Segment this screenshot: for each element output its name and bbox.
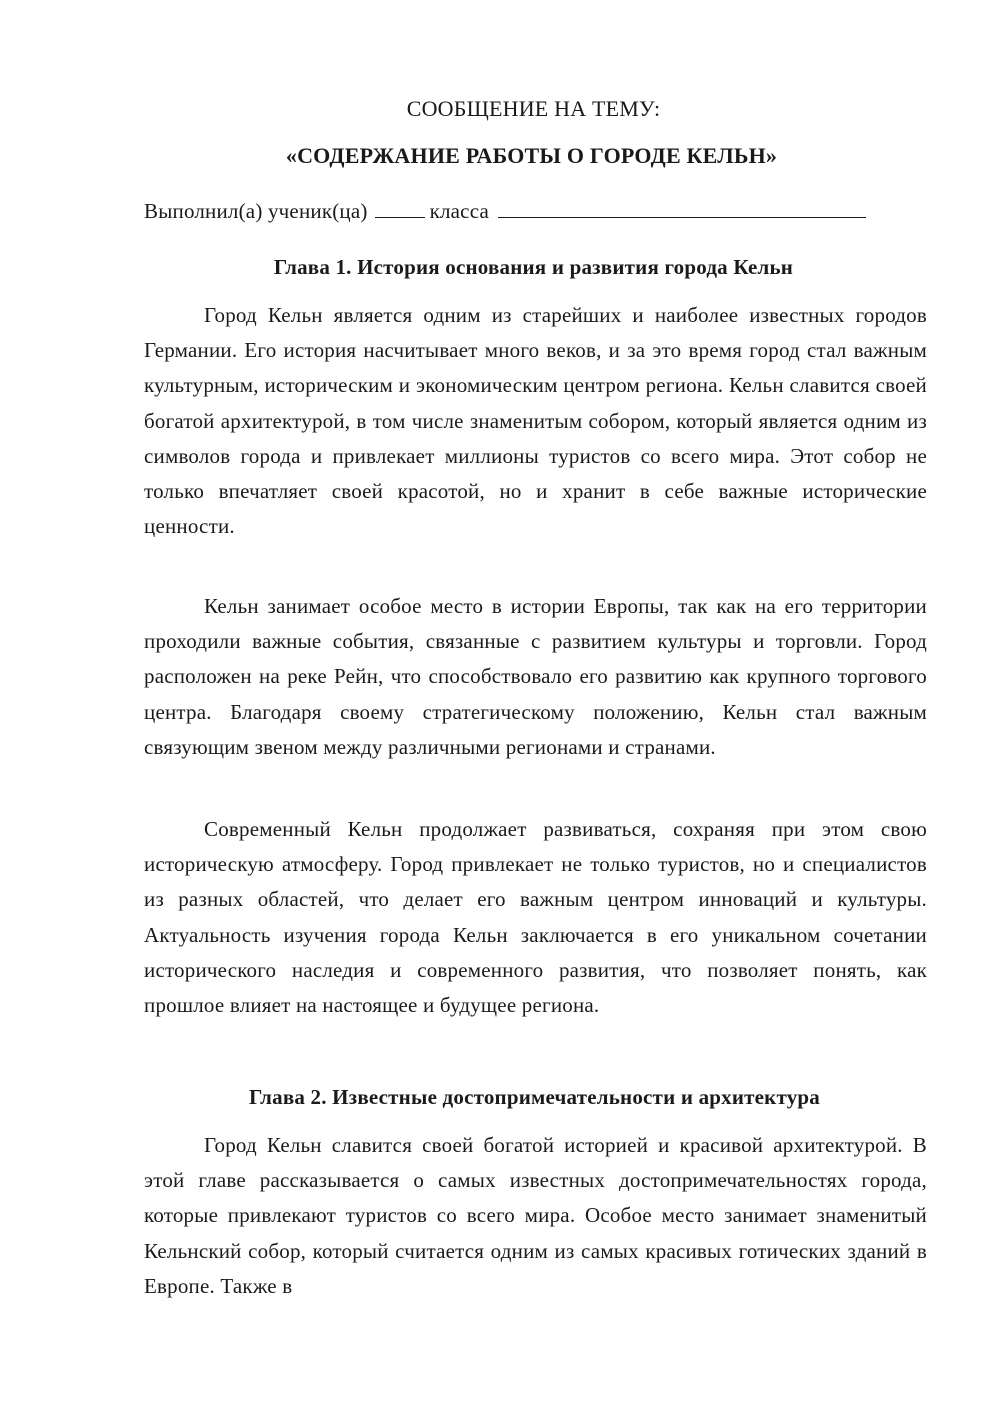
- chapter-2-paragraph-1: Город Кельн славится своей богатой историей и красивой архитектурой. В этой главе рассказывается о самых известных достопримечательностях города, которые привлекают туристов со всего мира. Особое место занимает знаменитый Кельнский собор, который считается одним из самых красивых готических зданий в Европе. Также в: [144, 1133, 927, 1298]
- chapter-1-paragraph-1: Город Кельн является одним из старейших и наиболее известных городов Германии. Его история насчитывает много веков, и за это время город стал важным культурным, историческим и экономическим центром региона. Кельн славится своей богатой архитектурой, в том числе знаменитым собором, который является одним из символов города и привлекает миллионы туристов со всего мира. Этот собор не только впечатляет своей красотой, но и хранит в себе важные исторические ценности.: [144, 303, 927, 539]
- chapter-1-heading: Глава 1. История основания и развития города Кельн: [273, 255, 794, 279]
- document-title-line-1: СООБЩЕНИЕ НА ТЕМУ:: [406, 96, 661, 121]
- name-blank: [498, 200, 866, 218]
- chapter-1-paragraph-2: Кельн занимает особое место в истории Европы, так как на его территории проходили важные события, связанные с развитием культуры и торговли. Город расположен на реке Рейн, что способствовало его развитию как крупного торгового центра. Благодаря своему стратегическому положению, Кельн стал важным связующим звеном между различными регионами и странами.: [144, 594, 927, 759]
- chapter-1-paragraph-3: Современный Кельн продолжает развиваться, сохраняя при этом свою историческую атмосферу. Город привлекает не только туристов, но и специалистов из разных областей, что делает его важным центром инноваций и культуры. Актуальность изучения города Кельн заключается в его уникальном сочетании исторического наследия и современного развития, что позволяет понять, как прошлое влияет на настоящее и будущее региона.: [144, 817, 927, 1018]
- class-word: класса: [429, 199, 489, 223]
- author-line: [144, 199, 927, 224]
- grade-blank: [375, 200, 425, 218]
- document-title-line-2: «СОДЕРЖАНИЕ РАБОТЫ О ГОРОДЕ КЕЛЬН»: [285, 143, 778, 168]
- chapter-2-heading: Глава 2. Известные достопримечательности и архитектура: [248, 1085, 820, 1109]
- author-prefix: Выполнил(а) ученик(ца): [144, 199, 368, 223]
